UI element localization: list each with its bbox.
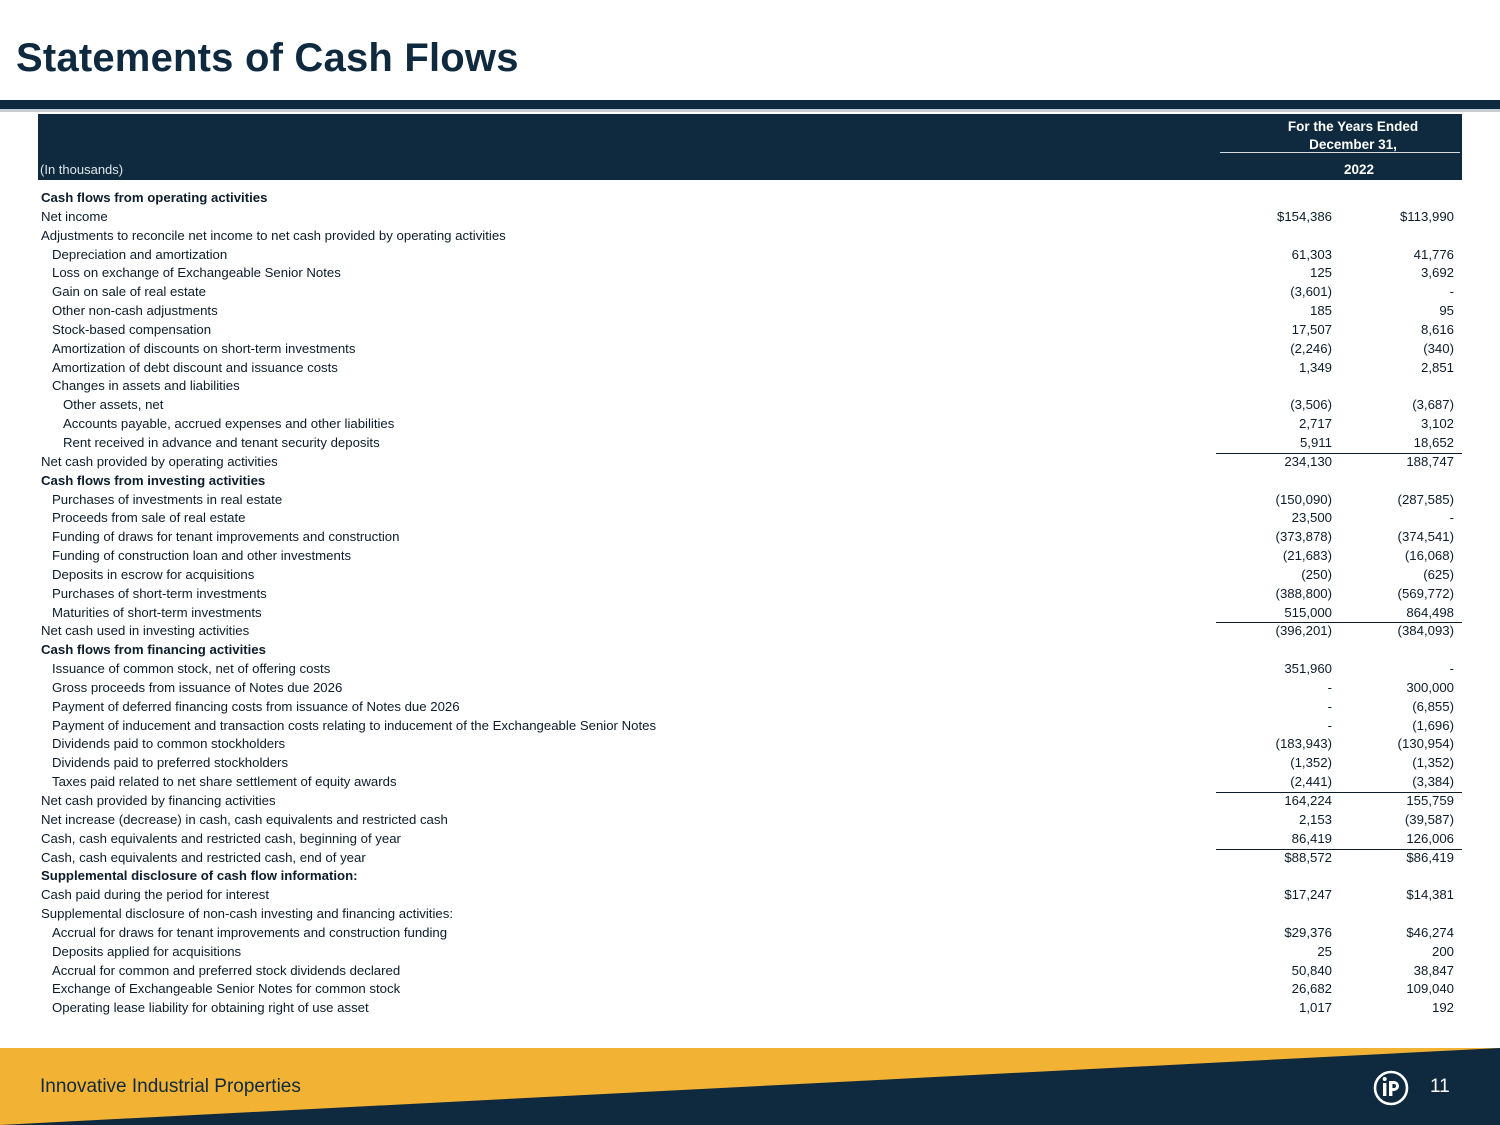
value-2021: 3,692 [1420,265,1454,281]
row-label: Loss on exchange of Exchangeable Senior Notes [52,265,341,281]
page-title: Statements of Cash Flows [16,36,519,80]
table-row [38,246,1462,265]
value-2021: 300,000 [1406,679,1454,695]
row-label: Net increase (decrease) in cash, cash equivalents and restricted cash [41,811,448,827]
value-2021: (1,696) [1412,717,1454,733]
value-2022: (2,246) [1290,340,1332,356]
company-logo-icon [1373,1070,1409,1106]
value-2022: 23,500 [1291,510,1332,526]
table-row [38,792,1462,811]
row-label: Issuance of common stock, net of offering costs [52,661,331,677]
value-2022: (250) [1301,566,1332,582]
value-2021: (130,954) [1397,736,1454,752]
table-header [38,114,1498,180]
row-label: Adjustments to reconcile net income to net cash provided by operating activities [41,227,506,243]
value-2022: (21,683) [1282,548,1332,564]
table-row [38,811,1462,830]
table-row [38,999,1462,1018]
row-label: Net cash provided by financing activities [41,793,276,808]
value-2022: 17,507 [1291,321,1332,337]
section-heading-row [38,472,1462,491]
row-label: Funding of construction loan and other investments [52,548,352,564]
table-row [38,321,1462,340]
row-label: Amortization of discounts on short-term investments [52,340,356,356]
row-label: Cash paid during the period for interest [41,887,269,903]
table-row [38,698,1462,717]
value-2022: 185 [1309,303,1332,319]
row-label: Deposits applied for acquisitions [52,943,242,959]
section-heading-row [38,641,1462,660]
value-2021: (39,587) [1404,811,1454,827]
value-2021: (1,352) [1412,755,1454,771]
table-row [38,264,1462,283]
value-2022: (396,201) [1275,623,1332,639]
table-row [38,754,1462,773]
value-2021: 3,102 [1420,416,1454,432]
value-2021: 18,652 [1413,434,1454,450]
table-row [38,604,1462,623]
value-2022: 164,224 [1284,793,1332,808]
row-label: Purchases of investments in real estate [52,491,283,507]
value-2021: (625) [1423,566,1454,582]
table-row [38,905,1462,924]
row-label: Gross proceeds from issuance of Notes due 2026 [52,679,343,695]
section-heading-row [38,867,1462,886]
row-label: Purchases of short-term investments [52,585,267,601]
section-heading-row [38,189,1462,208]
table-row [38,396,1462,415]
row-label: Depreciation and amortization [52,246,228,262]
table-row [38,717,1462,736]
row-label: Other non-cash adjustments [52,303,218,319]
value-2022: (3,601) [1290,284,1332,300]
table-row [38,359,1462,378]
column-header-2022: 2022 [1343,162,1374,177]
table-row [38,735,1462,754]
value-2021: (374,541) [1397,529,1454,545]
value-2022: (3,506) [1290,397,1332,413]
value-2021: (16,068) [1404,548,1454,564]
row-label: Dividends paid to preferred stockholders [52,755,289,771]
value-2021: (287,585) [1397,491,1454,507]
value-2021: 200 [1431,943,1454,959]
row-label: Cash, cash equivalents and restricted cash, beginning of year [41,830,401,846]
row-label: Operating lease liability for obtaining right of use asset [52,1000,369,1016]
row-label: Exchange of Exchangeable Senior Notes for common stock [52,981,401,997]
value-2021: (3,687) [1412,397,1454,413]
value-2022: (150,090) [1275,491,1332,507]
table-row [38,528,1462,547]
row-label: Taxes paid related to net share settlement of equity awards [52,774,397,790]
value-2022: 234,130 [1284,453,1332,469]
caption-underline [1220,152,1460,153]
table-row [38,453,1462,472]
value-2021: (6,855) [1412,698,1454,714]
table-row [38,227,1462,246]
table-row [38,924,1462,943]
row-label: Funding of draws for tenant improvements and construction [52,529,400,545]
value-2021: (3,384) [1412,774,1454,790]
value-2021: 95 [1439,303,1454,319]
value-2021: 41,776 [1413,246,1454,262]
row-label: Payment of inducement and transaction costs relating to inducement of the Exchangeable Senior Notes [52,717,657,733]
caption-line-1: For the Years Ended [1287,119,1419,134]
row-label: Dividends paid to common stockholders [52,736,286,752]
years-ended-caption [1256,118,1450,154]
row-label: Net cash provided by operating activities [41,453,278,469]
title-rule [0,100,1500,109]
value-2022: $29,376 [1284,924,1332,940]
row-label: Maturities of short-term investments [52,604,262,620]
table-row [38,585,1462,604]
table-row [38,377,1462,396]
value-2021: 109,040 [1406,981,1454,997]
value-2022: 2,153 [1298,811,1332,827]
table-row [38,962,1462,981]
table-row [38,208,1462,227]
row-label: Amortization of debt discount and issuance costs [52,359,338,375]
table-row [38,283,1462,302]
row-label: Net income [41,208,108,224]
row-label: Other assets, net [63,397,164,413]
value-2021: (569,772) [1397,585,1454,601]
value-2022: (1,352) [1290,755,1332,771]
row-label: Changes in assets and liabilities [52,378,240,394]
cash-flow-table [38,189,1462,1018]
value-2022: 125 [1309,265,1332,281]
value-2022: $17,247 [1284,887,1332,903]
value-2022: 26,682 [1291,981,1332,997]
row-label: Stock-based compensation [52,321,212,337]
table-row [38,679,1462,698]
row-label: Deposits in escrow for acquisitions [52,566,255,582]
value-2022: (183,943) [1275,736,1332,752]
value-2022: 61,303 [1291,246,1332,262]
table-row [38,491,1462,510]
value-2021: (384,093) [1397,623,1454,639]
value-2022: - [1327,679,1332,695]
table-row [38,830,1462,849]
footer-company-name: Innovative Industrial Properties [40,1076,301,1097]
value-2022: (2,441) [1290,774,1332,790]
table-row [38,660,1462,679]
row-label: Cash flows from investing activities [41,472,266,488]
value-2022: (388,800) [1275,585,1332,601]
table-row [38,509,1462,528]
value-2021: $113,990 [1399,208,1454,224]
value-2022: 25 [1317,943,1332,959]
value-2022: - [1327,717,1332,733]
value-2022: 50,840 [1291,962,1332,978]
row-label: Proceeds from sale of real estate [52,510,246,526]
table-row [38,773,1462,792]
row-label: Payment of deferred financing costs from issuance of Notes due 2026 [52,698,460,714]
column-header-2021: 2021 [1467,162,1498,177]
table-row [38,622,1462,641]
caption-line-2: December 31, [1309,137,1397,152]
value-2022: 5,911 [1299,434,1332,450]
value-2021: $46,274 [1406,924,1454,940]
table-row [38,340,1462,359]
value-2021: 2,851 [1420,359,1454,375]
row-label: Rent received in advance and tenant security deposits [63,434,380,450]
title-rule-shadow [0,109,1500,112]
value-2021: - [1449,661,1454,677]
value-2021: 155,759 [1406,793,1454,808]
value-2022: 2,717 [1298,416,1332,432]
row-label: Accounts payable, accrued expenses and other liabilities [63,416,395,432]
value-2022: 515,000 [1284,604,1332,620]
value-2021: - [1449,284,1454,300]
table-row [38,943,1462,962]
table-row [38,434,1462,453]
value-2021: 38,847 [1413,962,1454,978]
value-2022: (373,878) [1275,529,1332,545]
row-label: Cash, cash equivalents and restricted cash, end of year [41,849,366,865]
row-label: Supplemental disclosure of non-cash investing and financing activities: [41,906,453,922]
table-row [38,980,1462,999]
value-2021: 188,747 [1406,453,1454,469]
page-number: 11 [1430,1076,1450,1097]
table-row [38,415,1462,434]
table-row [38,302,1462,321]
row-label: Accrual for draws for tenant improvements and construction funding [52,924,448,940]
value-2022: 1,017 [1298,1000,1332,1016]
value-2022: 1,349 [1298,359,1332,375]
value-2021: 192 [1431,1000,1454,1016]
row-label: Gain on sale of real estate [52,284,206,300]
value-2021: 126,006 [1406,830,1454,846]
value-2021: (340) [1423,340,1454,356]
value-2021: - [1449,510,1454,526]
table-row [38,566,1462,585]
row-label: Cash flows from operating activities [41,190,268,205]
table-row [38,547,1462,566]
row-label: Cash flows from financing activities [41,642,266,658]
value-2021: $14,381 [1406,887,1454,903]
row-label: Net cash used in investing activities [41,623,250,639]
table-row [38,849,1462,868]
value-2021: 8,616 [1420,321,1454,337]
row-label: Supplemental disclosure of cash flow information: [41,868,358,884]
units-label: (In thousands) [40,162,124,177]
value-2022: - [1327,698,1332,714]
value-2022: 351,960 [1284,661,1332,677]
value-2022: $88,572 [1284,849,1332,865]
value-2022: $154,386 [1276,208,1332,224]
value-2021: 864,498 [1406,604,1454,620]
row-label: Accrual for common and preferred stock dividends declared [52,962,401,978]
value-2021: $86,419 [1406,849,1454,865]
table-row [38,886,1462,905]
value-2022: 86,419 [1291,830,1332,846]
